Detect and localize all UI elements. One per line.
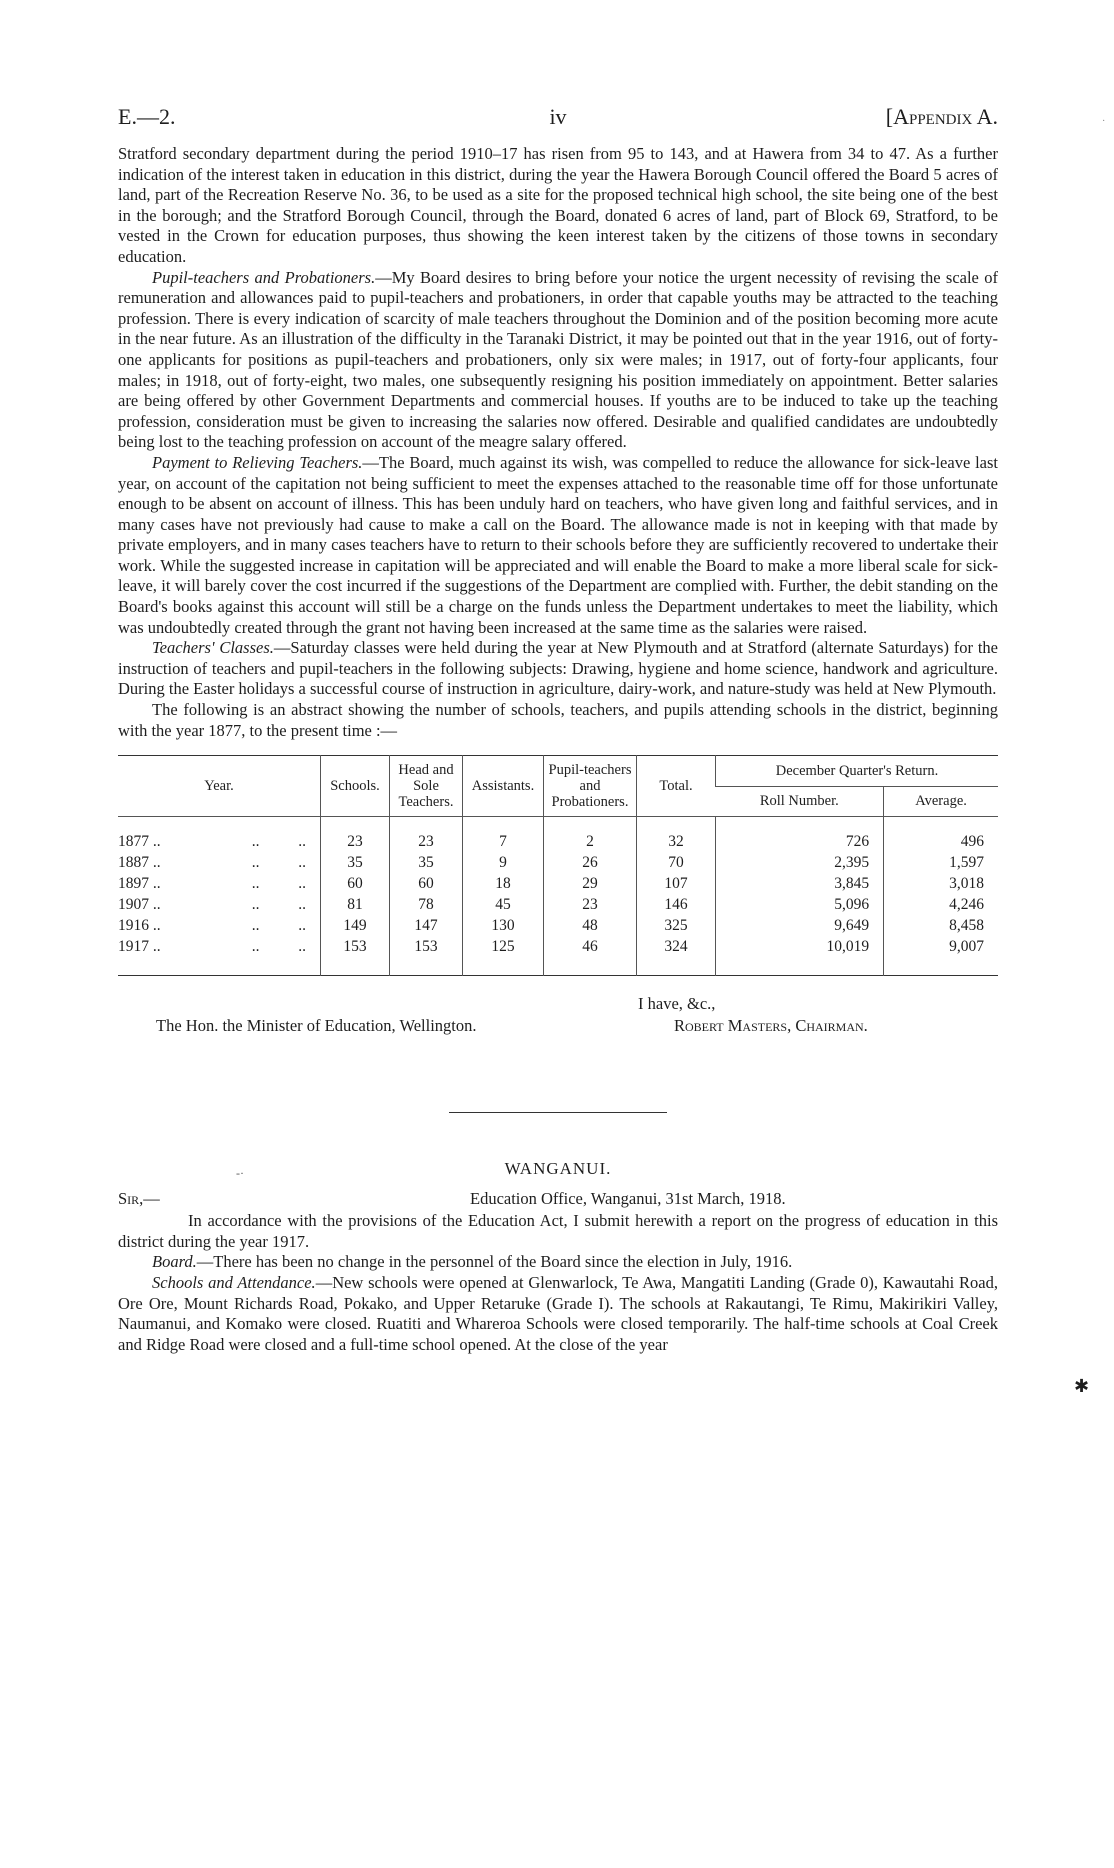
- cell-year: [118, 936, 321, 957]
- leader-dots: .. ..: [251, 854, 306, 872]
- cell-pupil: 26: [544, 852, 637, 873]
- pupil-teachers-paragraph: [118, 268, 998, 453]
- cell-schools: 60: [321, 873, 390, 894]
- signoff-signature: Robert Masters, Chairman.: [674, 1016, 868, 1036]
- leader-dots: .. ..: [251, 896, 306, 914]
- wanganui-title: WANGANUI.: [504, 1159, 612, 1179]
- schools-attendance-heading: Schools and Attendance.: [152, 1273, 316, 1292]
- table-row: [118, 831, 998, 852]
- relieving-teachers-text: —The Board, much against its wish, was compelled to reduce the allowance for sick-leave last year, on account of the capitation not being sufficient to meet the expenses attached to the reasonable time off for those unfortunate enough to be absent on account of illness. This has been unduly hard on teachers, who have given long and faithful services, and in many cases have not previously had cause to make a call on the Board. The allowance made is not in keeping with that made by private employers, and in many cases teachers have to return to their schools before they are sufficiently recovered to undertake their work. While the suggested increase in capitation will be appreciated and will enable the Board to make a more liberal scale for sick-leave, it will barely cover the cost incurred if the suggestions of the Department are complied with. Further, the debit standing on the Board's books against this account will still be a charge on the funds unless the Department undertakes to meet the liability, which was undoubtedly created through the grant not having been increased at the same time as the salaries were raised.: [118, 452, 998, 637]
- schools-attendance-paragraph: [118, 1273, 998, 1355]
- year-label: 1916 ..: [118, 917, 161, 935]
- cell-average: 1,597: [884, 852, 998, 873]
- cell-pupil: 48: [544, 915, 637, 936]
- table-row: [118, 936, 998, 957]
- section-divider: [449, 1112, 667, 1113]
- cell-head: 153: [390, 936, 463, 957]
- col-header-year: Year.: [118, 756, 321, 817]
- cell-year: [118, 852, 321, 873]
- cell-assistants: 130: [463, 915, 544, 936]
- cell-head: 78: [390, 894, 463, 915]
- table-row: [118, 852, 998, 873]
- stray-ink-mark: ‐·: [236, 1166, 244, 1180]
- cell-year: [118, 894, 321, 915]
- board-text: —There has been no change in the personnel of the Board since the election in July, 1916.: [196, 1252, 793, 1272]
- cell-year: [118, 915, 321, 936]
- office-dateline: Education Office, Wanganui, 31st March, 1918.: [470, 1189, 786, 1209]
- cell-pupil: 46: [544, 936, 637, 957]
- col-header-december-return: December Quarter's Return.: [716, 756, 999, 787]
- relieving-teachers-heading: Payment to Relieving Teachers.: [152, 452, 363, 472]
- cell-pupil: 29: [544, 873, 637, 894]
- cell-year: [118, 873, 321, 894]
- cell-assistants: 125: [463, 936, 544, 957]
- wanganui-intro-paragraph: In accordance with the provisions of the Education Act, I submit herewith a report on the progress of education in this district during the year 1917.: [118, 1211, 998, 1251]
- leader-dots: .. ..: [251, 875, 306, 893]
- cell-roll: 5,096: [716, 894, 884, 915]
- cell-head: 23: [390, 831, 463, 852]
- cell-head: 35: [390, 852, 463, 873]
- cell-assistants: 18: [463, 873, 544, 894]
- pupil-teachers-text: —My Board desires to bring before your notice the urgent necessity of revising the scale of remuneration and allowances paid to pupil-teachers and probationers, in order that capable youths may be attracted to the teaching profession. There is every indication of scarcity of male teachers throughout the Dominion and of the position becoming more acute in the near future. As an illustration of the difficulty in the Taranaki District, it may be pointed out that in the year 1916, out of forty-one applicants for positions as pupil-teachers and probationers, only six were males; in 1917, out of forty-four applicants, four males; in 1918, out of forty-eight, two males, one subsequently resigning his position immediately on appointment. Better salaries are being offered by other Government Departments and commercial houses. If youths are to be induced to take up the teaching profession, consideration must be given to increasing the salaries now offered. Desirable and qualified candidates are undoubtedly being lost to the teaching profession on account of the meagre salary offered.: [118, 267, 998, 452]
- signoff-block: [118, 994, 998, 1054]
- cell-roll: 2,395: [716, 852, 884, 873]
- cell-head: 60: [390, 873, 463, 894]
- cell-roll: 10,019: [716, 936, 884, 957]
- header-page-number: iv: [549, 104, 567, 129]
- cell-average: 4,246: [884, 894, 998, 915]
- cell-total: 325: [637, 915, 716, 936]
- signoff-have: I have, &c.,: [638, 994, 716, 1014]
- cell-year: [118, 831, 321, 852]
- cell-average: 8,458: [884, 915, 998, 936]
- cell-average: 9,007: [884, 936, 998, 957]
- leader-dots: .. ..: [251, 833, 306, 851]
- col-header-average: Average.: [884, 786, 998, 817]
- relieving-teachers-paragraph: [118, 453, 998, 638]
- cell-assistants: 45: [463, 894, 544, 915]
- cell-roll: 726: [716, 831, 884, 852]
- cell-total: 32: [637, 831, 716, 852]
- year-label: 1877 ..: [118, 833, 161, 851]
- header-report-code: E.—2.: [118, 104, 176, 129]
- cell-roll: 9,649: [716, 915, 884, 936]
- col-header-assistants: Assistants.: [463, 756, 544, 817]
- cell-assistants: 9: [463, 852, 544, 873]
- margin-asterisk-mark: ✱: [1074, 1376, 1090, 1396]
- teachers-classes-text: —Saturday classes were held during the year at New Plymouth and at Stratford (alternate Saturdays) for the instruction of teachers and pupil-teachers in the following subjects: Drawing, hygiene and home science, handwork and agriculture. During the Easter holidays a successful course of instruction in agriculture, dairy-work, and nature-study was held at New Plymouth.: [118, 638, 998, 699]
- cell-assistants: 7: [463, 831, 544, 852]
- year-label: 1887 ..: [118, 854, 161, 872]
- wanganui-salutation: [118, 1189, 998, 1211]
- document-page: [118, 104, 998, 1355]
- leader-dots: .. ..: [251, 938, 306, 956]
- col-header-schools: Schools.: [321, 756, 390, 817]
- teachers-classes-paragraph: [118, 638, 998, 700]
- cell-total: 324: [637, 936, 716, 957]
- intro-paragraph: Stratford secondary department during the period 1910–17 has risen from 95 to 143, and at Hawera from 34 to 47. As a further indication of the interest taken in education in this district, during the year the Hawera Borough Council offered the Board 5 acres of land, part of the Recreation Reserve No. 36, to be used as a site for the proposed technical high school, the site being one of the best in the borough; and the Stratford Borough Council, through the Board, donated 6 acres of land, part of Block 69, Stratford, to be vested in the Crown for education purposes, thus showing the keen interest taken by the citizens of those towns in secondary education.: [118, 144, 998, 266]
- cell-schools: 35: [321, 852, 390, 873]
- table-row: [118, 873, 998, 894]
- edge-dot-mark: ·: [1102, 116, 1106, 127]
- year-label: 1917 ..: [118, 938, 161, 956]
- leader-dots: .. ..: [251, 917, 306, 935]
- running-header: [118, 104, 998, 144]
- cell-average: 3,018: [884, 873, 998, 894]
- cell-total: 70: [637, 852, 716, 873]
- board-paragraph: [118, 1252, 998, 1273]
- abstract-intro-paragraph: The following is an abstract showing the number of schools, teachers, and pupils attending schools in the district, beginning with the year 1877, to the present time :—: [118, 700, 998, 740]
- schools-abstract-table: [118, 755, 998, 976]
- cell-roll: 3,845: [716, 873, 884, 894]
- cell-pupil: 23: [544, 894, 637, 915]
- table-row: [118, 915, 998, 936]
- schools-attendance-text: —New schools were opened at Glenwarlock, Te Awa, Mangatiti Landing (Grade 0), Kawautahi Road, Ore Ore, Mount Richards Road, Pokako, and Upper Retaruke (Grade I). The schools at Rakautangi, Te Rimu, Makirikiri Valley, Naumanui, and Komako were closed. Ruatiti and Whareroa Schools were closed temporarily. The half-time schools at Coal Creek and Ridge Road were closed and a full-time school opened. At the close of the year: [118, 1273, 998, 1354]
- cell-total: 107: [637, 873, 716, 894]
- year-label: 1897 ..: [118, 875, 161, 893]
- cell-schools: 23: [321, 831, 390, 852]
- pupil-teachers-heading: Pupil-teachers and Probationers.: [152, 267, 376, 287]
- col-header-head-teachers: Head and Sole Teachers.: [390, 756, 463, 817]
- cell-average: 496: [884, 831, 998, 852]
- table-body: [118, 817, 998, 976]
- cell-schools: 81: [321, 894, 390, 915]
- signoff-addressee: The Hon. the Minister of Education, Wellington.: [156, 1016, 477, 1036]
- teachers-classes-heading: Teachers' Classes.: [152, 638, 274, 658]
- year-label: 1907 ..: [118, 896, 161, 914]
- cell-total: 146: [637, 894, 716, 915]
- col-header-total: Total.: [637, 756, 716, 817]
- cell-pupil: 2: [544, 831, 637, 852]
- board-heading: Board.: [152, 1252, 197, 1272]
- cell-schools: 153: [321, 936, 390, 957]
- col-header-roll-number: Roll Number.: [716, 786, 884, 817]
- table-row: [118, 894, 998, 915]
- header-appendix-label: [Appendix A.: [885, 104, 998, 129]
- cell-schools: 149: [321, 915, 390, 936]
- col-header-pupil-teachers: Pupil-teachers and Probationers.: [544, 756, 637, 817]
- cell-head: 147: [390, 915, 463, 936]
- salutation-sir: Sir,—: [118, 1189, 160, 1209]
